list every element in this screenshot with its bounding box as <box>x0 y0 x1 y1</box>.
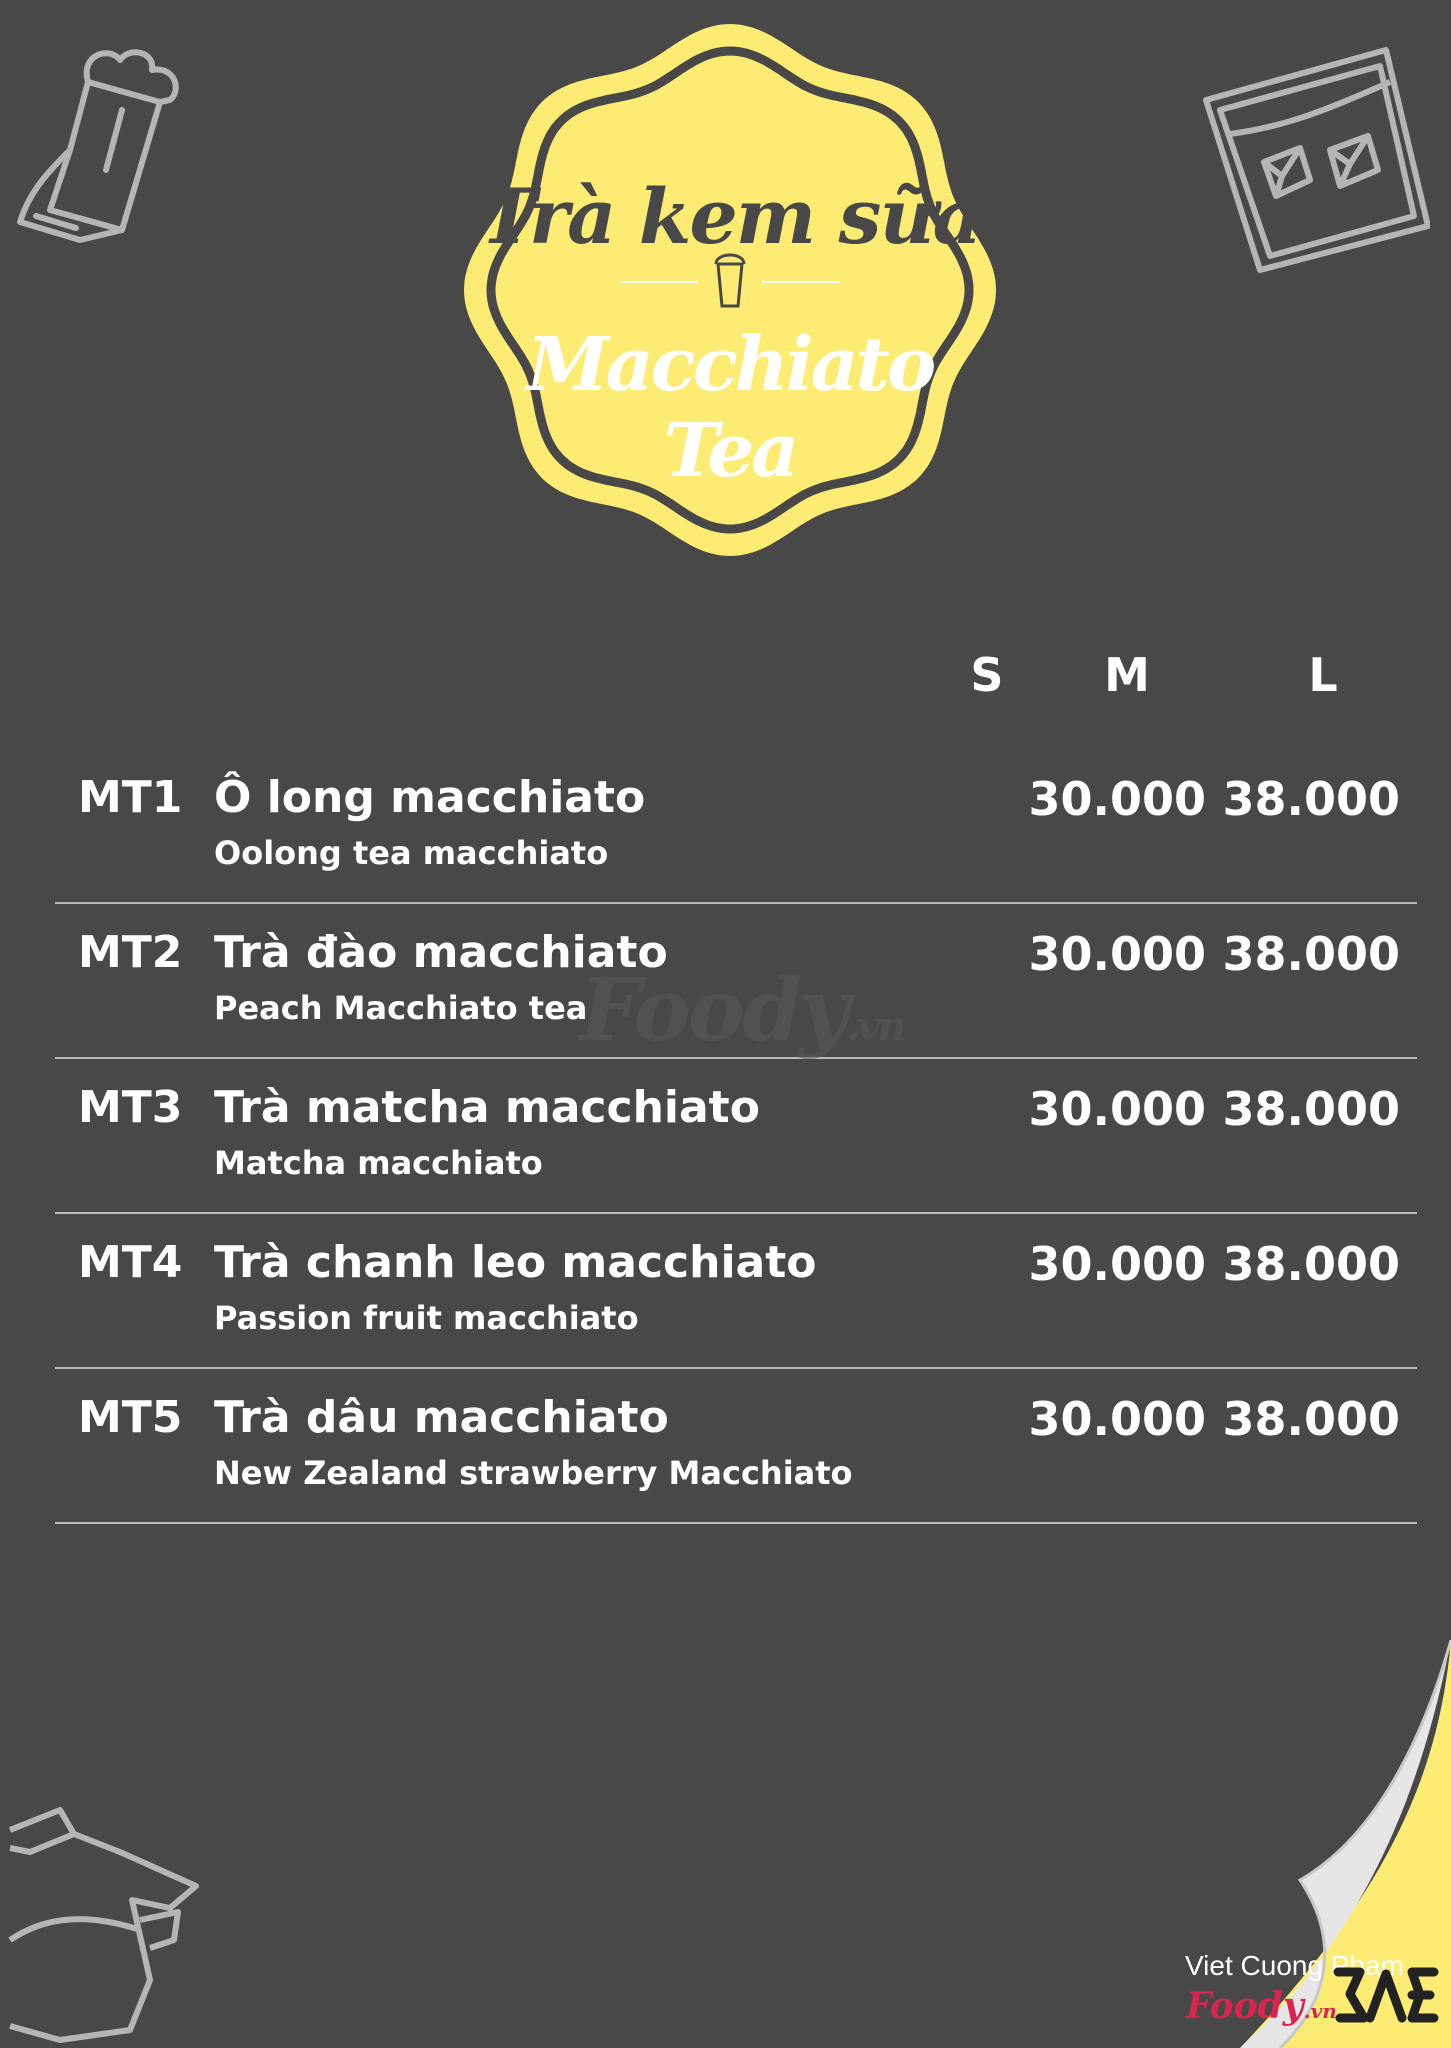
item-code: MT5 <box>78 1392 183 1443</box>
tea-jug-icon <box>0 1790 220 2048</box>
row-divider <box>55 1212 1417 1214</box>
ice-glass-icon <box>1190 30 1430 280</box>
item-subtitle: Passion fruit macchiato <box>214 1299 639 1337</box>
foody-watermark <box>580 960 903 1061</box>
item-code: MT4 <box>78 1237 183 1288</box>
item-name: Ô long macchiato <box>214 772 646 823</box>
item-price-l: 38.000 <box>1222 772 1400 826</box>
size-header-l: L <box>1308 648 1338 702</box>
watermark-suffix: .vn <box>846 1003 904 1050</box>
item-code: MT3 <box>78 1082 183 1133</box>
watermark-brand: Foody <box>580 960 847 1061</box>
item-price-m: 30.000 <box>1028 927 1206 981</box>
item-price-m: 30.000 <box>1028 1082 1206 1136</box>
item-name: Trà đào macchiato <box>214 927 668 978</box>
item-subtitle: Matcha macchiato <box>214 1144 543 1182</box>
beer-glass-icon <box>10 40 210 280</box>
item-price-l: 38.000 <box>1222 1082 1400 1136</box>
item-name: Trà matcha macchiato <box>214 1082 760 1133</box>
item-name: Trà dâu macchiato <box>214 1392 669 1443</box>
badge-title: Trà kem sữa <box>480 172 980 261</box>
item-price-m: 30.000 <box>1028 1237 1206 1291</box>
author-credit: Viet Cuong Pham <box>1185 1950 1404 1981</box>
badge-subtitle: Macchiato Tea <box>526 322 934 494</box>
item-subtitle: New Zealand strawberry Macchiato <box>214 1454 853 1492</box>
item-price-m: 30.000 <box>1028 772 1206 826</box>
bae-logo-icon <box>1330 1962 1440 2028</box>
item-name: Trà chanh leo macchiato <box>214 1237 817 1288</box>
item-code: MT1 <box>78 772 183 823</box>
item-code: MT2 <box>78 927 183 978</box>
foody-logo-text: Foody <box>1186 1985 1304 2027</box>
item-subtitle: Peach Macchiato tea <box>214 989 588 1027</box>
item-price-l: 38.000 <box>1222 927 1400 981</box>
foody-logo <box>1186 1985 1337 2027</box>
size-header-m: M <box>1104 648 1150 702</box>
foody-logo-suffix: .vn <box>1303 1999 1337 2023</box>
item-subtitle: Oolong tea macchiato <box>214 834 609 872</box>
row-divider <box>55 1522 1417 1524</box>
size-header-s: S <box>970 648 1004 702</box>
row-divider <box>55 1367 1417 1369</box>
item-price-m: 30.000 <box>1028 1392 1206 1446</box>
logo-badge <box>460 20 1000 560</box>
item-price-l: 38.000 <box>1222 1392 1400 1446</box>
item-price-l: 38.000 <box>1222 1237 1400 1291</box>
row-divider <box>55 902 1417 904</box>
